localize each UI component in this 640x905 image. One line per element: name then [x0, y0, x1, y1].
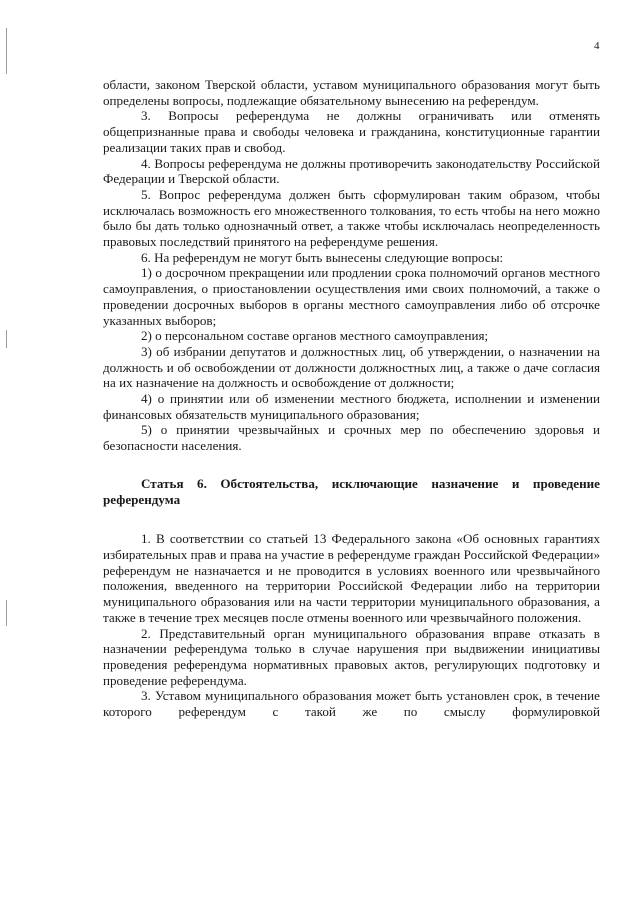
- paragraph: 5. Вопрос референдума должен быть сформулирован таким образом, чтобы исключалась возможность его множественного толкования, то есть чтобы на него можно было бы дать только однозначный ответ, а также чтобы исключалась неопределенность правовых последствий принятого на референдуме решения.: [103, 186, 600, 250]
- list-item: 5) о принятии чрезвычайных и срочных мер по обеспечению здоровья и безопасности населения.: [103, 422, 600, 454]
- paragraph: 1. В соответствии со статьей 13 Федерального закона «Об основных гарантиях избирательных прав и права на участие в референдуме граждан Российской Федерации» референдум не назначается и не проводится в условиях военного или чрезвычайного положения, введенного на территории Российской Федерации либо на территории муниципального образования или на части территории муниципального образования, а также в течение трех месяцев после отмены военного или чрезвычайного положения.: [103, 531, 600, 625]
- list-item: 3) об избрании депутатов и должностных лиц, об утверждении, о назначении на должность и об освобождении от должности должностных лиц, а также о даче согласия на их назначение на должность и освобождение от должности;: [103, 343, 600, 391]
- scan-edge-mark: [6, 28, 7, 74]
- page-number: 4: [594, 40, 600, 52]
- paragraph: 4. Вопросы референдума не должны противоречить законодательству Российской Федерации и Тверской области.: [103, 155, 600, 187]
- scan-edge-mark: [6, 330, 7, 348]
- list-item: 4) о принятии или об изменении местного бюджета, исполнении и изменении финансовых обязательств муниципального образования;: [103, 391, 600, 422]
- list-item: 2) о персональном составе органов местного самоуправления;: [141, 328, 489, 344]
- scan-edge-mark: [6, 600, 7, 626]
- paragraph: 3. Вопросы референдума не должны ограничивать или отменять общепризнанные права и свободы человека и гражданина, конституционные гарантии реализации таких прав и свобод.: [103, 108, 600, 155]
- paragraphs-before: [103, 77, 600, 454]
- list-item: 1) о досрочном прекращении или продлении срока полномочий органов местного самоуправления, о приостановлении осуществления ими своих полномочий, а также о проведении досрочных выборов в органы местного самоуправления либо об отсрочке указанных выборов;: [103, 265, 600, 328]
- document-body: [103, 77, 600, 720]
- paragraphs-after: [103, 531, 600, 719]
- paragraph: 6. На референдум не могут быть вынесены следующие вопросы:: [141, 249, 504, 265]
- article-heading: Статья 6. Обстоятельства, исключающие назначение и проведение референдума: [103, 475, 600, 507]
- paragraph: области, законом Тверской области, уставом муниципального образования могут быть определены вопросы, подлежащие обязательному вынесению на референдум.: [103, 77, 600, 108]
- paragraph: 3. Уставом муниципального образования может быть установлен срок, в течение которого референдум с такой же по смыслу формулировкой: [103, 688, 600, 720]
- paragraph: 2. Представительный орган муниципального образования вправе отказать в назначении референдума только в случае нарушения при выдвижении инициативы проведения референдума нормативных правовых актов, регулирующих подготовку и проведение референдума.: [103, 625, 600, 688]
